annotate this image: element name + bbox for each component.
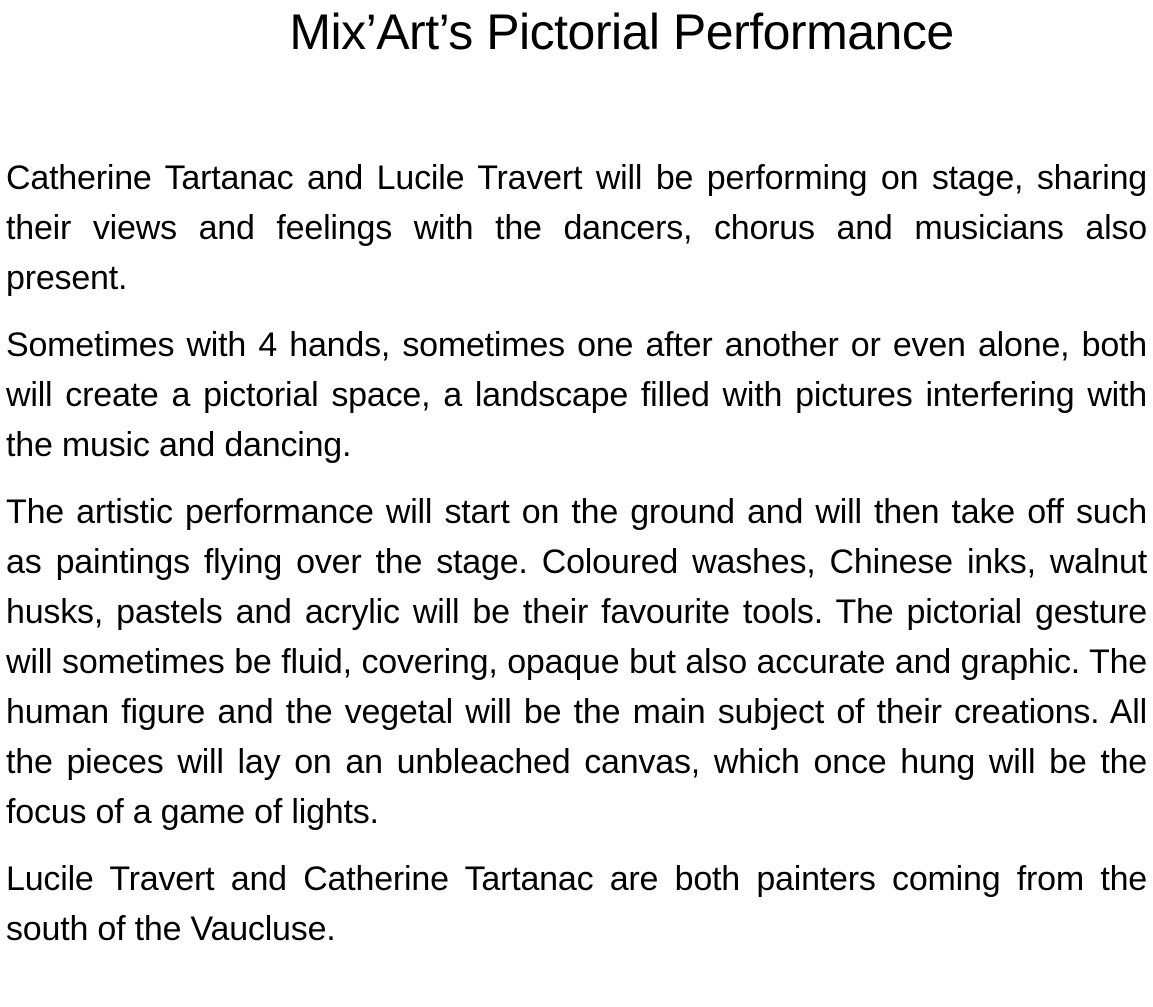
document-body — [6, 153, 1147, 954]
paragraph: Lucile Travert and Catherine Tartanac are both painters coming from the south of the Vaucluse. — [6, 860, 1147, 948]
paragraph: Catherine Tartanac and Lucile Travert will be performing on stage, sharing their views and feelings with the dancers, chorus and musicians also present. — [6, 159, 1147, 297]
paragraph: The artistic performance will start on the ground and will then take off such as paintings flying over the stage. Coloured washes, Chinese inks, walnut husks, pastels and acrylic will be their favourite tools. The pictorial gesture will sometimes be fluid, covering, opaque but also accurate and graphic. The human figure and the vegetal will be the main subject of their creations. All the pieces will lay on an unbleached canvas, which once hung will be the focus of a game of lights. — [6, 493, 1147, 831]
paragraph: Sometimes with 4 hands, sometimes one after another or even alone, both will create a pictorial space, a landscape filled with pictures interfering with the music and dancing. — [6, 326, 1147, 464]
document-title: Mix’Art’s Pictorial Performance — [289, 4, 954, 60]
